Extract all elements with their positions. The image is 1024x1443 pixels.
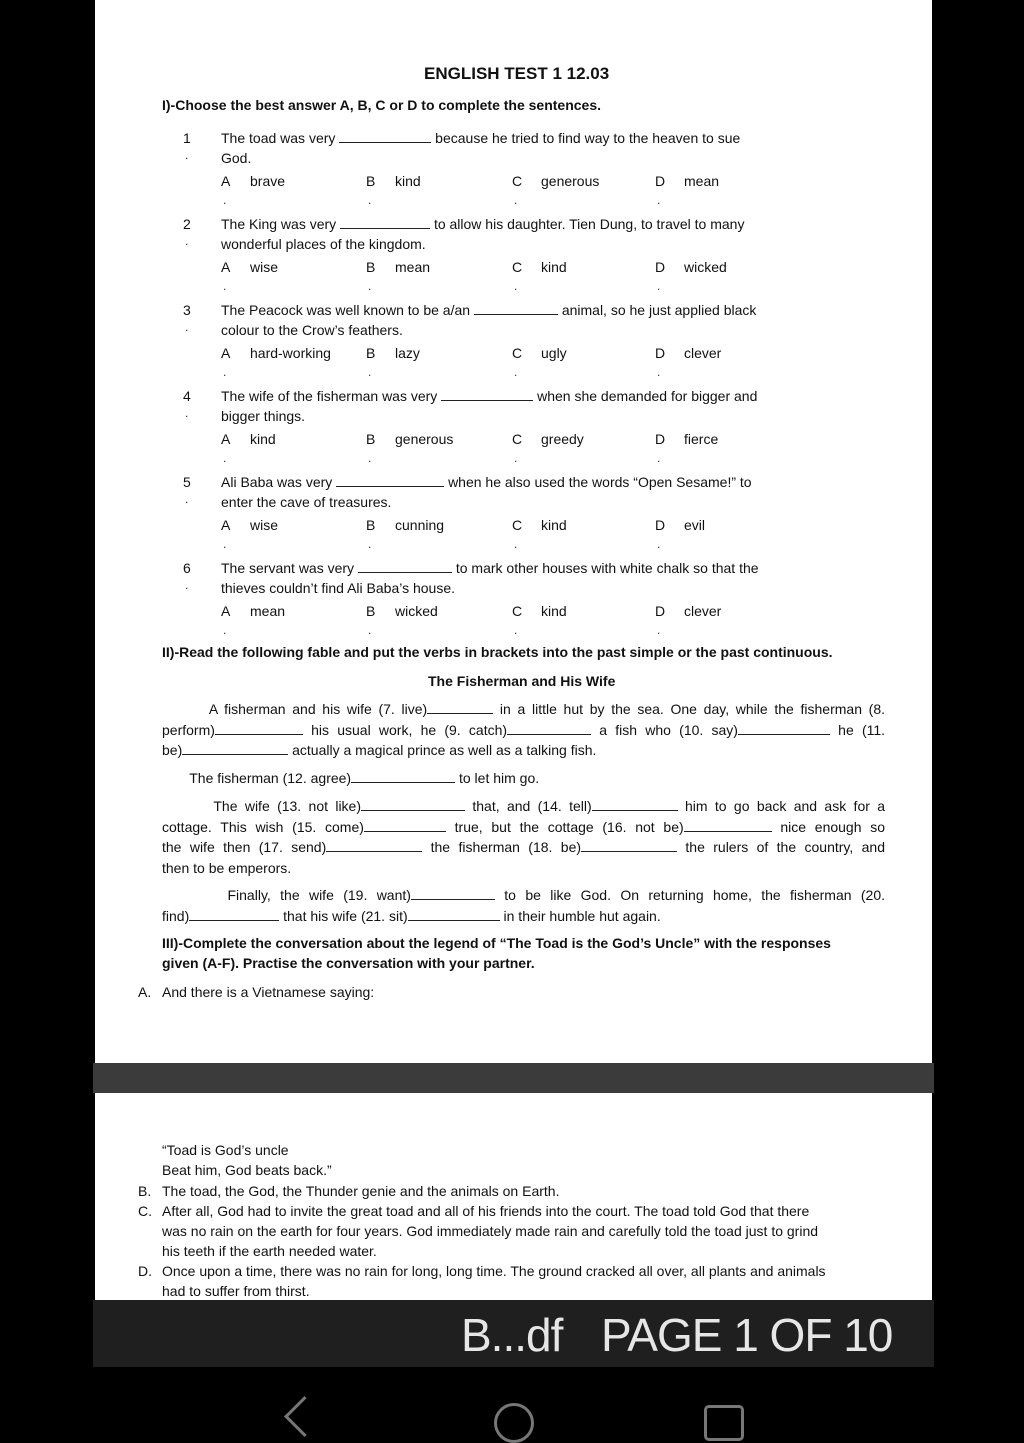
option-letter-b: B xyxy=(366,603,376,619)
option-text-d: wicked xyxy=(684,259,727,275)
fable-paragraph-4: Finally, the wife (19. want) to be like God. On returning home, the fisherman (20. find) that his wife (21. sit) in their humble hut again. xyxy=(162,887,885,924)
option-letter-d: D xyxy=(655,345,666,361)
option-dot: . xyxy=(514,193,518,207)
question-line-2: enter the cave of treasures. xyxy=(221,494,392,510)
option-letter-c: C xyxy=(512,431,523,447)
saying-line-1: “Toad is God’s uncle xyxy=(162,1142,289,1158)
question-number: 5 xyxy=(183,474,191,490)
option-letter-c: C xyxy=(512,259,523,275)
question-line-1: The wife of the fisherman was very when she demanded for bigger and xyxy=(221,388,758,404)
back-icon[interactable] xyxy=(284,1396,325,1437)
question-line-1: The King was very to allow his daughter. Tien Dung, to travel to many xyxy=(221,216,745,232)
option-text-c: generous xyxy=(541,173,600,189)
saying-line-2: Beat him, God beats back.” xyxy=(162,1162,332,1178)
item-a-letter: A. xyxy=(138,984,152,1000)
option-letter-b: B xyxy=(366,173,376,189)
option-letter-a: A xyxy=(221,173,231,189)
option-text-d: clever xyxy=(684,603,722,619)
option-text-c: greedy xyxy=(541,431,584,447)
item-text-line: his teeth if the earth needed water. xyxy=(162,1243,377,1259)
question-number: 6 xyxy=(183,560,191,576)
question-line-1: The servant was very to mark other houses with white chalk so that the xyxy=(221,560,759,576)
option-letter-a: A xyxy=(221,517,231,533)
option-letter-b: B xyxy=(366,259,376,275)
option-text-d: evil xyxy=(684,517,706,533)
page-divider xyxy=(93,1063,934,1093)
file-name: B...df xyxy=(461,1309,563,1361)
option-text-b: mean xyxy=(395,259,431,275)
option-letter-c: C xyxy=(512,173,523,189)
option-dot: . xyxy=(657,365,661,379)
item-letter: B. xyxy=(138,1183,152,1199)
option-text-c: kind xyxy=(541,517,567,533)
option-letter-d: D xyxy=(655,431,666,447)
option-text-a: kind xyxy=(250,431,276,447)
option-dot: . xyxy=(657,537,661,551)
option-text-a: brave xyxy=(250,173,286,189)
question-line-2: bigger things. xyxy=(221,408,306,424)
option-dot: . xyxy=(223,623,227,637)
page-indicator: PAGE 1 OF 10 xyxy=(601,1309,893,1361)
option-letter-d: D xyxy=(655,259,666,275)
item-text-line: was no rain on the earth for four years. God immediately made rain and carefully told the toad just to grind xyxy=(162,1223,819,1239)
question-line-1: Ali Baba was very when he also used the words “Open Sesame!” to xyxy=(221,474,752,490)
option-text-d: clever xyxy=(684,345,722,361)
option-dot: . xyxy=(514,537,518,551)
question-number: 3 xyxy=(183,302,191,318)
option-text-b: lazy xyxy=(395,345,420,361)
number-dot: . xyxy=(185,406,189,420)
option-letter-a: A xyxy=(221,259,231,275)
item-letter: D. xyxy=(138,1263,152,1279)
option-dot: . xyxy=(514,365,518,379)
option-letter-c: C xyxy=(512,345,523,361)
item-letter: C. xyxy=(138,1203,152,1219)
section-2-heading: II)-Read the following fable and put the verbs in brackets into the past simple or the past continuous. xyxy=(162,644,833,660)
option-text-a: wise xyxy=(250,259,279,275)
option-dot: . xyxy=(657,623,661,637)
section-3-heading-line-2: given (A-F). Practise the conversation with your partner. xyxy=(162,955,535,971)
option-dot: . xyxy=(368,451,372,465)
option-text-d: mean xyxy=(684,173,720,189)
home-icon[interactable] xyxy=(494,1403,534,1443)
option-letter-d: D xyxy=(655,517,666,533)
fable-paragraph-2: The fisherman (12. agree) to let him go. xyxy=(189,770,540,786)
number-dot: . xyxy=(185,492,189,506)
option-text-c: kind xyxy=(541,259,567,275)
fable-paragraph-3: The wife (13. not like) that, and (14. tell) him to go back and ask for a cottage. This wish (15. come) true, but the cottage (16. not be) nice enough so the wife then (17. send) the fisherman (18. be) the rulers of the country, and then to be emperors. xyxy=(162,798,886,876)
document-page-2 xyxy=(95,1093,932,1300)
option-dot: . xyxy=(368,537,372,551)
option-letter-a: A xyxy=(221,431,231,447)
option-text-c: kind xyxy=(541,603,567,619)
question-line-2: God. xyxy=(221,150,252,166)
option-dot: . xyxy=(514,623,518,637)
option-dot: . xyxy=(368,623,372,637)
option-letter-a: A xyxy=(221,603,231,619)
pdf-viewer-status-bar xyxy=(93,1300,934,1367)
option-text-a: mean xyxy=(250,603,286,619)
question-number: 2 xyxy=(183,216,191,232)
item-text-line: Once upon a time, there was no rain for long, long time. The ground cracked all over, all plants and animals xyxy=(162,1263,826,1279)
question-line-1: The Peacock was well known to be a/an animal, so he just applied black xyxy=(221,302,757,318)
option-dot: . xyxy=(657,193,661,207)
option-dot: . xyxy=(368,279,372,293)
recent-apps-icon[interactable] xyxy=(704,1405,744,1441)
fable-title: The Fisherman and His Wife xyxy=(428,673,616,689)
option-dot: . xyxy=(223,193,227,207)
question-line-1: The toad was very because he tried to find way to the heaven to sue xyxy=(221,130,741,146)
option-dot: . xyxy=(223,537,227,551)
question-number: 4 xyxy=(183,388,191,404)
option-letter-c: C xyxy=(512,603,523,619)
option-letter-d: D xyxy=(655,173,666,189)
option-letter-b: B xyxy=(366,431,376,447)
question-number: 1 xyxy=(183,130,191,146)
number-dot: . xyxy=(185,320,189,334)
option-letter-b: B xyxy=(366,345,376,361)
item-text-line: The toad, the God, the Thunder genie and the animals on Earth. xyxy=(162,1183,560,1199)
option-text-d: fierce xyxy=(684,431,719,447)
option-dot: . xyxy=(368,365,372,379)
fable-paragraph-1: A fisherman and his wife (7. live) in a little hut by the sea. One day, while the fisherman (8. perform) his usual work, he (9. catch) a fish who (10. say) he (11. be) actually a magical prince as well as a talking fish. xyxy=(162,701,886,758)
option-text-a: hard-working xyxy=(250,345,331,361)
option-dot: . xyxy=(514,279,518,293)
section-1-heading: I)-Choose the best answer A, B, C or D to complete the sentences. xyxy=(162,97,602,113)
number-dot: . xyxy=(185,578,189,592)
option-letter-b: B xyxy=(366,517,376,533)
option-text-b: wicked xyxy=(395,603,438,619)
question-line-2: thieves couldn’t find Ali Baba’s house. xyxy=(221,580,456,596)
option-letter-d: D xyxy=(655,603,666,619)
question-line-2: colour to the Crow’s feathers. xyxy=(221,322,403,338)
question-line-2: wonderful places of the kingdom. xyxy=(221,236,426,252)
number-dot: . xyxy=(185,234,189,248)
option-letter-c: C xyxy=(512,517,523,533)
option-dot: . xyxy=(223,279,227,293)
option-text-b: generous xyxy=(395,431,454,447)
test-title: ENGLISH TEST 1 12.03 xyxy=(424,64,610,83)
option-dot: . xyxy=(657,451,661,465)
option-dot: . xyxy=(514,451,518,465)
item-text-line: had to suffer from thirst. xyxy=(162,1283,310,1299)
item-a-text: And there is a Vietnamese saying: xyxy=(162,984,375,1000)
option-text-b: cunning xyxy=(395,517,445,533)
option-dot: . xyxy=(657,279,661,293)
option-dot: . xyxy=(223,451,227,465)
system-navigation-bar xyxy=(0,1367,1024,1414)
option-text-a: wise xyxy=(250,517,279,533)
option-dot: . xyxy=(368,193,372,207)
number-dot: . xyxy=(185,148,189,162)
option-text-b: kind xyxy=(395,173,421,189)
item-text-line: After all, God had to invite the great toad and all of his friends into the court. The toad told God that there xyxy=(162,1203,810,1219)
document-page-1 xyxy=(95,0,932,1063)
option-letter-a: A xyxy=(221,345,231,361)
section-3-heading-line-1: III)-Complete the conversation about the legend of “The Toad is the God’s Uncle” with the responses xyxy=(162,935,831,951)
option-dot: . xyxy=(223,365,227,379)
option-text-c: ugly xyxy=(541,345,567,361)
